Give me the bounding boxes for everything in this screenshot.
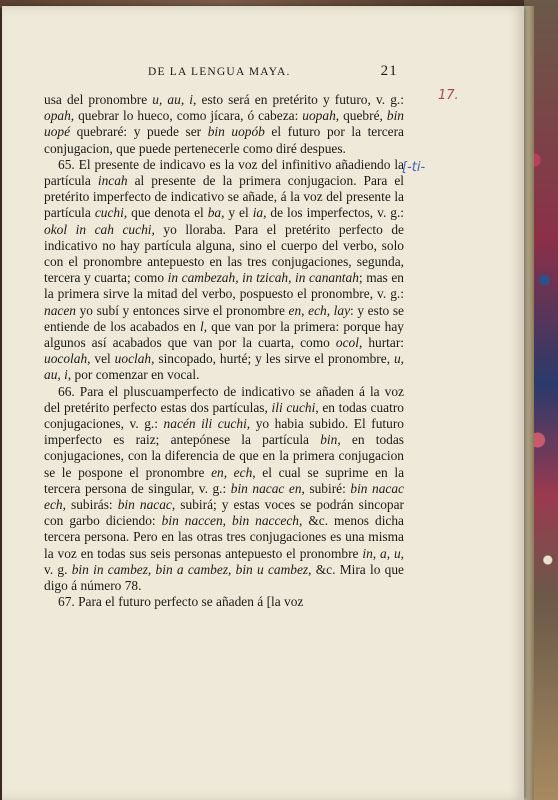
margin-note-page-number: 17.: [438, 88, 459, 103]
paragraph-67: 67. Para el futuro perfecto se añaden á [la voz: [58, 594, 304, 610]
paragraph-65: 65. El presente de indicavo es la voz del infinitivo añadiendo la partícula incah al presente de la primera conjugacion. Para el pretérito imperfecto de indicativo se añade, á la voz del presente la partícula cuchi, que denota el ba, y el ia, de los imperfectos, v. g.: okol in cah cuchi, yo lloraba. Para el pretérito perfecto de indicativo no hay partícula alguna, sino el cuerpo del verbo, solo con el pronombre antepuesto en las tres conjugaciones, segunda, tercera y cuarta; como in cambezah, in tzicah, in canantah; mas en la primera sirve la mitad del verbo, pospuesto el pronombre, v. g.: nacen yo subí y entonces sirve el pronombre en, ech, lay: y esto se entiende de los acabados en l, que van por la primera: porque hay algunos así acabados que van por la cuarta, como ocol, hurtar: uocolah, vel uoclah, sincopado, hurté; y les sirve el pronombre, u, au, i, por comenzar en vocal.: [44, 156, 405, 383]
running-header: [148, 63, 398, 83]
header-title: DE LA LENGUA MAYA.: [148, 66, 291, 78]
page-number: 21: [380, 63, 398, 79]
page-edge: [524, 6, 534, 800]
paragraph-66: 66. Para el pluscuamperfecto de indicativo se añaden á la voz del pretérito perfecto estas dos partículas, ili cuchi, en todas cuatro conjugaciones, v. g.: nacén ili cuchi, yo habia subido. El futuro imperfecto es raiz; antepónese la partícula bin, en todas conjugaciones, con la diferencia de que en la primera conjugacion se le pospone el pronombre en, ech, el cual se suprime en la tercera persona de singular, v. g.: bin nacac en, subiré: bin nacac ech, subirás: bin nacac, subirá; y estas voces se podrán sincopar con garbo diciendo: bin naccen, bin naccech, &c. menos dicha tercera persona. Pero en las otras tres conjugaciones es una misma la voz en todas sus seis personas antepuesto el pronombre in, a, u, v. g. bin in cambez, bin a cambez, bin u cambez, &c. Mira lo que digo á número 78.: [44, 383, 405, 594]
paragraph-continuation: usa del pronombre u, au, i, esto será en pretérito y futuro, v. g.: opah, quebrar lo hueco, como jícara, ó cabeza: uopah, quebré, bin uopé quebraré: y puede ser bin uopób el futuro por la tercera conjugacion, que puede pertenecerle como diré despues.: [44, 92, 404, 156]
body-text: [44, 92, 404, 611]
margin-note-bracket: [-ti-: [402, 160, 426, 175]
